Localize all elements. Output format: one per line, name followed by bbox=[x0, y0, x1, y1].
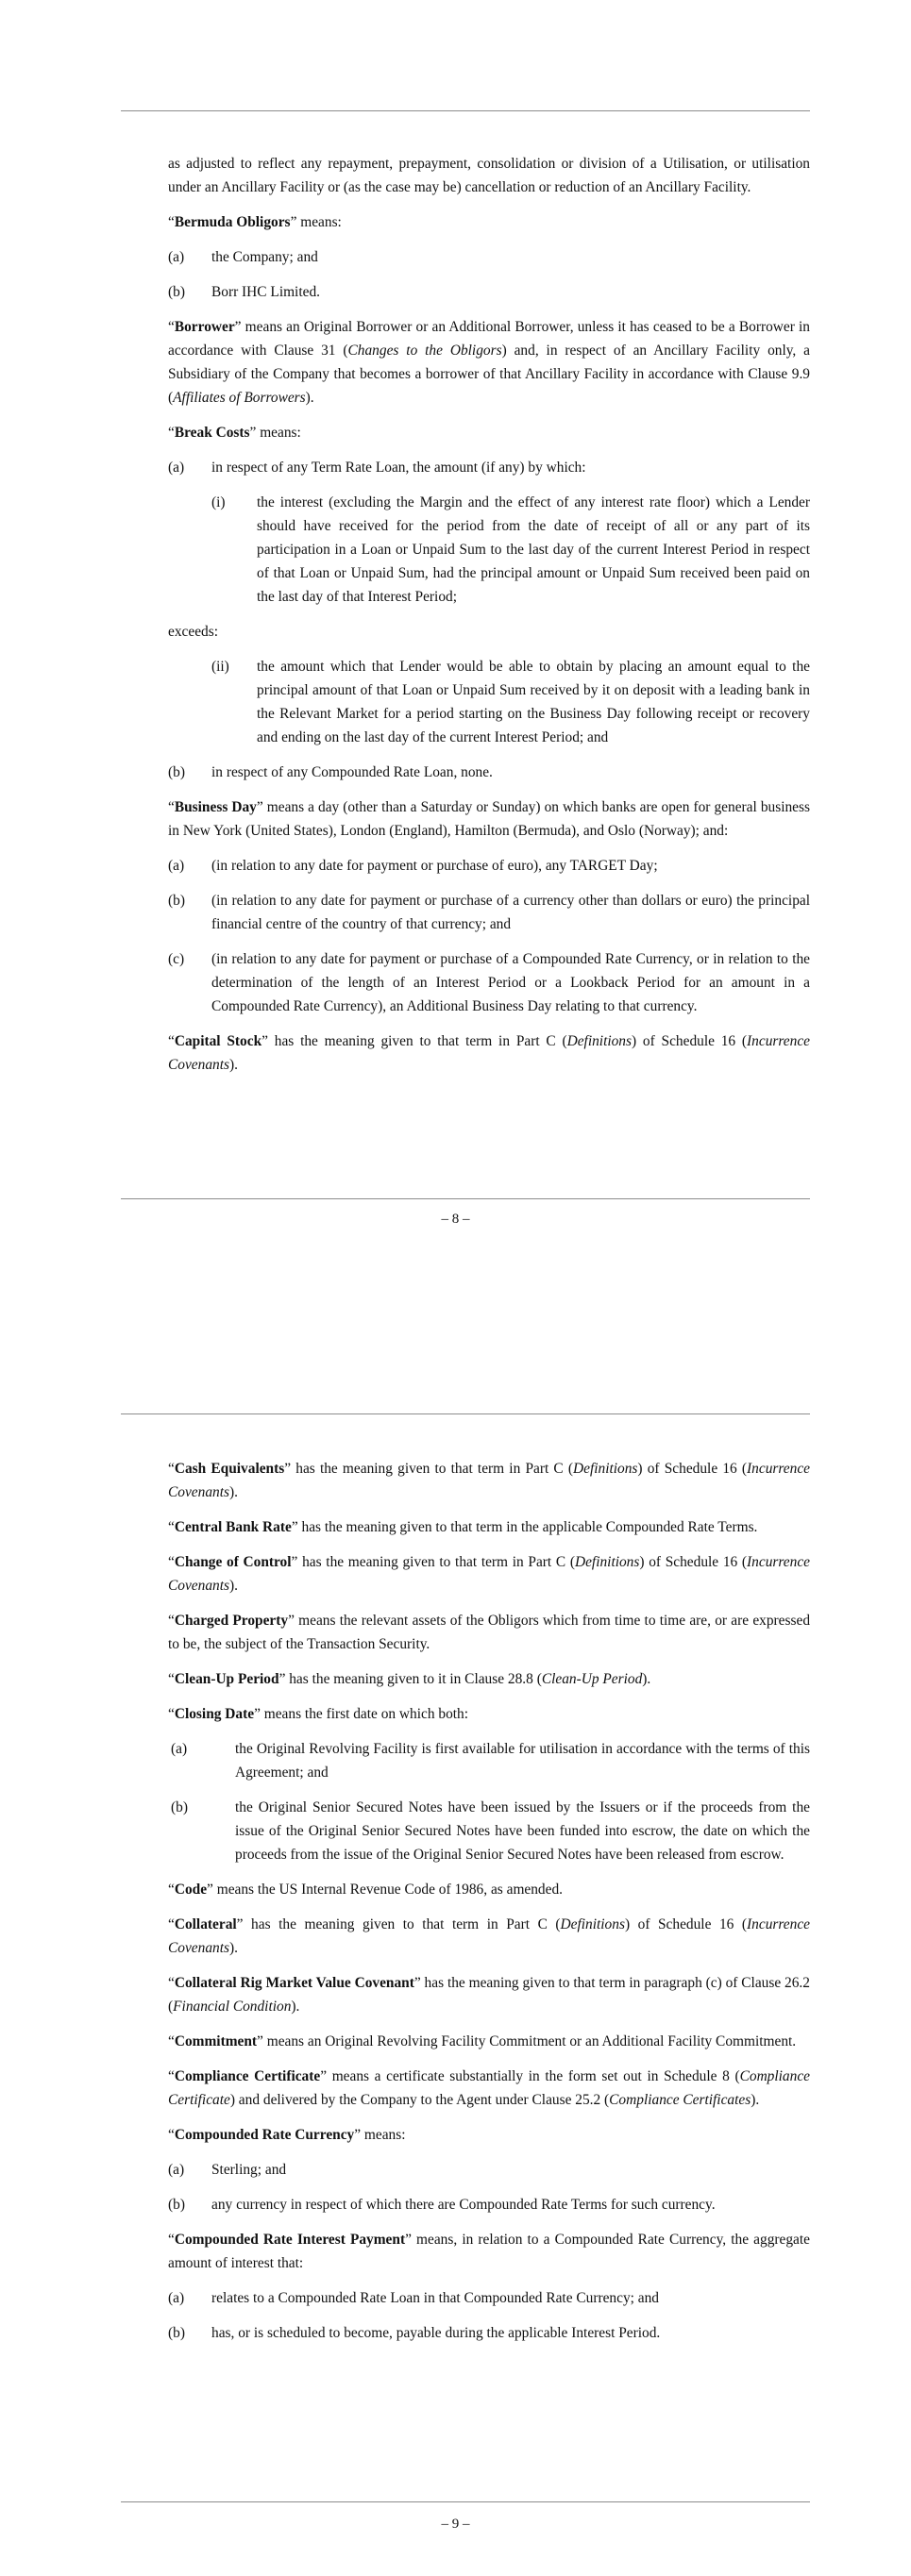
sub-list-item: (i) the interest (excluding the Margin and the effect of any interest rate floor) which a Lender should have received for the period from the date of receipt of all or any part of its participation in a Loan or Unpaid Sum to the last day of the current Interest Period in respect of that Loan or Unpaid Sum, had the principal amount or Unpaid Sum received been paid on the last day of that Interest Period; bbox=[211, 494, 810, 605]
list-item: (b) Borr IHC Limited. bbox=[168, 284, 320, 300]
definition-compounded-rate-currency: “Compounded Rate Currency” means: bbox=[168, 2127, 406, 2143]
page-9-bottom-rule bbox=[121, 2501, 810, 2502]
page-number: – 8 – bbox=[441, 1212, 470, 1227]
definition-break-costs: “Break Costs” means: bbox=[168, 425, 301, 441]
exceeds-text: exceeds: bbox=[168, 624, 218, 640]
definition-collateral-rig-market-value-covenant: “Collateral Rig Market Value Covenant” has the meaning given to that term in paragraph (c) of Clause 26.2 (Financial Condition). bbox=[168, 1975, 810, 2015]
list-item: (b) any currency in respect of which there are Compounded Rate Terms for such currency. bbox=[168, 2197, 716, 2213]
definition-borrower: “Borrower” means an Original Borrower or an Additional Borrower, unless it has ceased to be a Borrower in accordance with Clause 31 (Changes to the Obligors) and, in respect of an Ancillary Facility only, a Subsidiary of the Company that becomes a borrower of that Ancillary Facility in accordance with Clause 9.9 (Affiliates of Borrowers). bbox=[168, 319, 811, 406]
list-item: (b) the Original Senior Secured Notes have been issued by the Issuers or if the proceeds from the issue of the Original Senior Secured Notes have been funded into escrow, the date on which the proceeds from the issue of the Original Senior Secured Notes have been released from escrow. bbox=[171, 1799, 810, 1863]
definition-bermuda-obligors: “Bermuda Obligors” means: bbox=[168, 214, 342, 230]
continuation-paragraph: as adjusted to reflect any repayment, prepayment, consolidation or division of a Utilisation, or utilisation under an Ancillary Facility or (as the case may be) cancellation or reduction of an Ancillary Facility. bbox=[168, 156, 810, 195]
page-8-body bbox=[168, 152, 810, 1088]
definition-commitment: “Commitment” means an Original Revolving Facility Commitment or an Additional Facility Commitment. bbox=[168, 2033, 797, 2049]
list-item: (a) the Company; and bbox=[168, 249, 318, 265]
definition-collateral: “Collateral” has the meaning given to that term in Part C (Definitions) of Schedule 16 (Incurrence Covenants). bbox=[168, 1916, 810, 1956]
list-item: (a) the Original Revolving Facility is first available for utilisation in accordance with the terms of this Agreement; and bbox=[171, 1741, 810, 1781]
list-item: (a) (in relation to any date for payment or purchase of euro), any TARGET Day; bbox=[168, 858, 658, 874]
list-item: (b) (in relation to any date for payment or purchase of a currency other than dollars or euro) the principal financial centre of the country of that currency; and bbox=[168, 893, 810, 932]
definition-compliance-certificate: “Compliance Certificate” means a certificate substantially in the form set out in Schedule 8 (Compliance Certificate) and delivered by the Company to the Agent under Clause 25.2 (Compliance Certificates). bbox=[168, 2068, 810, 2108]
list-item: (b) has, or is scheduled to become, payable during the applicable Interest Period. bbox=[168, 2325, 661, 2341]
sub-list-item: (ii) the amount which that Lender would be able to obtain by placing an amount equal to the principal amount of that Loan or Unpaid Sum received by it on deposit with a leading bank in the Relevant Market for a period starting on the Business Day following receipt or recovery and ending on the last day of the current Interest Period; and bbox=[211, 659, 810, 745]
list-item: (c) (in relation to any date for payment or purchase of a Compounded Rate Currency, or in relation to the determination of the length of an Interest Period or a Lookback Period for an amount in a Compounded Rate Currency), an Additional Business Day relating to that currency. bbox=[168, 951, 810, 1014]
page-number: – 9 – bbox=[441, 2517, 470, 2532]
list-item: (a) in respect of any Term Rate Loan, the amount (if any) by which: bbox=[168, 460, 586, 476]
definition-cash-equivalents: “Cash Equivalents” has the meaning given to that term in Part C (Definitions) of Schedule 16 (Incurrence Covenants). bbox=[168, 1461, 810, 1500]
list-item: (a) relates to a Compounded Rate Loan in that Compounded Rate Currency; and bbox=[168, 2290, 659, 2306]
definition-closing-date: “Closing Date” means the first date on which both: bbox=[168, 1706, 469, 1722]
definition-compounded-rate-interest-payment: “Compounded Rate Interest Payment” means, in relation to a Compounded Rate Currency, the aggregate amount of interest that: bbox=[168, 2232, 810, 2271]
list-item: (a) Sterling; and bbox=[168, 2162, 287, 2178]
definition-capital-stock: “Capital Stock” has the meaning given to that term in Part C (Definitions) of Schedule 16 (Incurrence Covenants). bbox=[168, 1033, 810, 1073]
definition-code: “Code” means the US Internal Revenue Code of 1986, as amended. bbox=[168, 1882, 564, 1898]
page-9-top-rule bbox=[121, 1413, 810, 1414]
definition-clean-up-period: “Clean-Up Period” has the meaning given to it in Clause 28.8 (Clean-Up Period). bbox=[168, 1671, 651, 1687]
definition-central-bank-rate: “Central Bank Rate” has the meaning given to that term in the applicable Compounded Rate Terms. bbox=[168, 1519, 758, 1535]
page-8-top-rule bbox=[121, 110, 810, 111]
page-9-body bbox=[168, 1457, 810, 2356]
list-item: (b) in respect of any Compounded Rate Loan, none. bbox=[168, 764, 493, 780]
definition-change-of-control: “Change of Control” has the meaning given to that term in Part C (Definitions) of Schedule 16 (Incurrence Covenants). bbox=[168, 1554, 810, 1594]
definition-business-day: “Business Day” means a day (other than a Saturday or Sunday) on which banks are open for general business in New York (United States), London (England), Hamilton (Bermuda), and Oslo (Norway); and: bbox=[168, 799, 810, 839]
definition-charged-property: “Charged Property” means the relevant assets of the Obligors which from time to time are, or are expressed to be, the subject of the Transaction Security. bbox=[168, 1613, 811, 1652]
page-8-bottom-rule bbox=[121, 1198, 810, 1199]
